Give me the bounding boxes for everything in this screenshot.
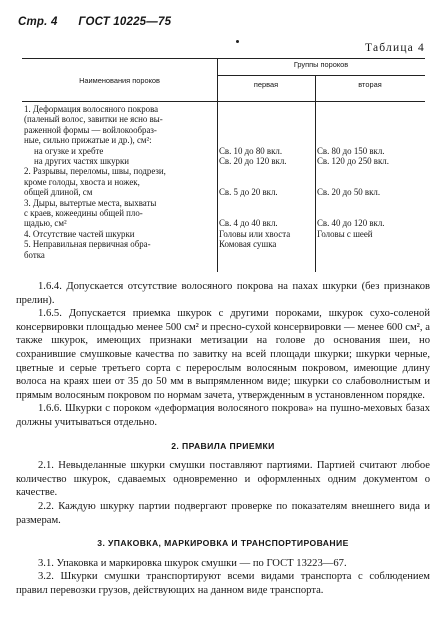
group2-value: Св. 20 до 50 вкл. [317, 187, 381, 198]
table-row [22, 166, 425, 176]
table-row [22, 198, 425, 208]
group1-value [217, 104, 315, 114]
table-caption: Таблица 4 [365, 42, 425, 54]
group2-value [315, 166, 425, 176]
defect-name: ботка [24, 249, 45, 260]
page-label: Стр. 4 [18, 16, 58, 28]
defect-name: 5. Неправильная первичная обра- [24, 239, 151, 250]
group1-value [217, 114, 315, 124]
table-row [22, 250, 425, 260]
table-row [22, 146, 425, 156]
defect-name: 3. Дыры, вытертые места, выхваты [24, 197, 157, 208]
paragraph-1-6-5: 1.6.5. Допускается приемка шкурок с другими пороками, шкурок сухо-соленой консервировки площадью менее 500 см² и пресно-сухой консервировки — менее 600 см², а также шкурок, имеющих признаки метизации на голове до основания шеи, но сохранившие смушковые качества по завитку на всей площади шкурки; шкурки черные, цветные и серые третьего сорта с перерослым волосяным покровом, имеющие длину волоса на краях шеи от 35 до 50 мм в выпрямленном виде; шкурки со слабоволнистым и прямым волосяным покровом по нормам зачета, утвержденным в установленном порядке. [16, 308, 430, 401]
standard-number: ГОСТ 10225—75 [78, 16, 172, 28]
group2-value: Св. 80 до 150 вкл. [317, 145, 385, 156]
paragraph-3-2: 3.2. Шкурки смушки транспортируют всеми видами транспорта с соблюдением правил перевозки грузов, действующих на данном виде транспорта. [16, 571, 430, 596]
group1-value [217, 177, 315, 187]
group1-value: Св. 20 до 120 вкл. [219, 156, 287, 167]
table-body [22, 104, 425, 260]
group1-value [217, 135, 315, 145]
defect-name: 2. Разрывы, переломы, швы, подрези, [24, 166, 166, 177]
group2-value [315, 135, 425, 145]
group1-value [217, 250, 315, 260]
table-row [22, 135, 425, 145]
group1-value [217, 125, 315, 135]
group2-value: Св. 120 до 250 вкл. [317, 156, 389, 167]
group2-header: вторая [358, 80, 382, 89]
table-row [22, 114, 425, 124]
group1-header: первая [253, 80, 279, 89]
defect-name: 4. Отсутствие частей шкурки [24, 228, 135, 239]
group1-value: Св. 5 до 20 вкл. [219, 187, 278, 198]
group2-value [315, 198, 425, 208]
page-mark [236, 40, 239, 43]
group2-value [315, 208, 425, 218]
page-header [18, 16, 171, 28]
table-row [22, 218, 425, 228]
table-row [22, 229, 425, 239]
group2-value: Головы с шеей [317, 228, 373, 239]
paragraph-2-1: 2.1. Невыделанные шкурки смушки поставляют партиями. Партией считают любое количество шкурок, сдаваемых одновременно и оформленных одним документом о качестве. [16, 460, 430, 499]
table-row [22, 125, 425, 135]
col-name-header: Наименования пороков [79, 75, 160, 85]
group2-value: Св. 40 до 120 вкл. [317, 218, 385, 229]
table-row [22, 239, 425, 249]
group2-value [315, 125, 425, 135]
group1-value: Св. 10 до 80 вкл. [219, 145, 283, 156]
defect-name: на других частях шкурки [34, 156, 130, 167]
body-text [16, 280, 430, 597]
defect-name: раженной формы — войлокообраз- [24, 124, 157, 135]
table-groups-rule [217, 75, 425, 76]
table-row [22, 104, 425, 114]
group1-value: Комовая сушка [219, 239, 277, 250]
table-row [22, 156, 425, 166]
group2-value [315, 104, 425, 114]
group1-value [217, 166, 315, 176]
section-3-heading: 3. УПАКОВКА, МАРКИРОВКА И ТРАНСПОРТИРОВАНИЕ [97, 538, 349, 549]
table-row [22, 177, 425, 187]
table-row [22, 208, 425, 218]
paragraph-2-2: 2.2. Каждую шкурку партии подвергают проверке по показателям внешнего вида и размерам. [16, 500, 430, 526]
defect-name: с краев, кожеедины общей пло- [24, 208, 143, 219]
defect-name: общей длиной, см [24, 187, 93, 198]
defect-name: 1. Деформация волосяного покрова [24, 104, 159, 114]
group1-value [217, 208, 315, 218]
defect-name: (паленый волос, завитки не ясно вы- [24, 114, 163, 125]
paragraph-1-6-6: 1.6.6. Шкурки с пороком «деформация волосяного покрова» на пушно-меховых базах должны учитываться отдельно. [16, 403, 430, 428]
group2-value [315, 250, 425, 260]
group1-value [217, 198, 315, 208]
group2-value [315, 239, 425, 249]
group1-value: Св. 4 до 40 вкл. [219, 218, 278, 229]
section-2-heading: 2. ПРАВИЛА ПРИЕМКИ [171, 440, 275, 451]
table-row [22, 187, 425, 197]
paragraph-3-1: 3.1. Упаковка и маркировка шкурок смушки — по ГОСТ 13223—67. [38, 557, 347, 569]
defect-name: на огузке и хребте [34, 145, 104, 156]
defect-name: ные, сильно прижатые и др.), см²: [24, 135, 152, 146]
groups-header: Группы пороков [293, 60, 349, 69]
group2-value [315, 177, 425, 187]
paragraph-1-6-4: 1.6.4. Допускается отсутствие волосяного покрова на пахах шкурки (без признаков прелин). [16, 281, 430, 306]
defect-name: щадью, см² [24, 218, 67, 229]
group2-value [315, 114, 425, 124]
defect-name: кроме голоды, хвоста и ножек, [24, 176, 140, 187]
group1-value: Головы или хвоста [219, 228, 291, 239]
